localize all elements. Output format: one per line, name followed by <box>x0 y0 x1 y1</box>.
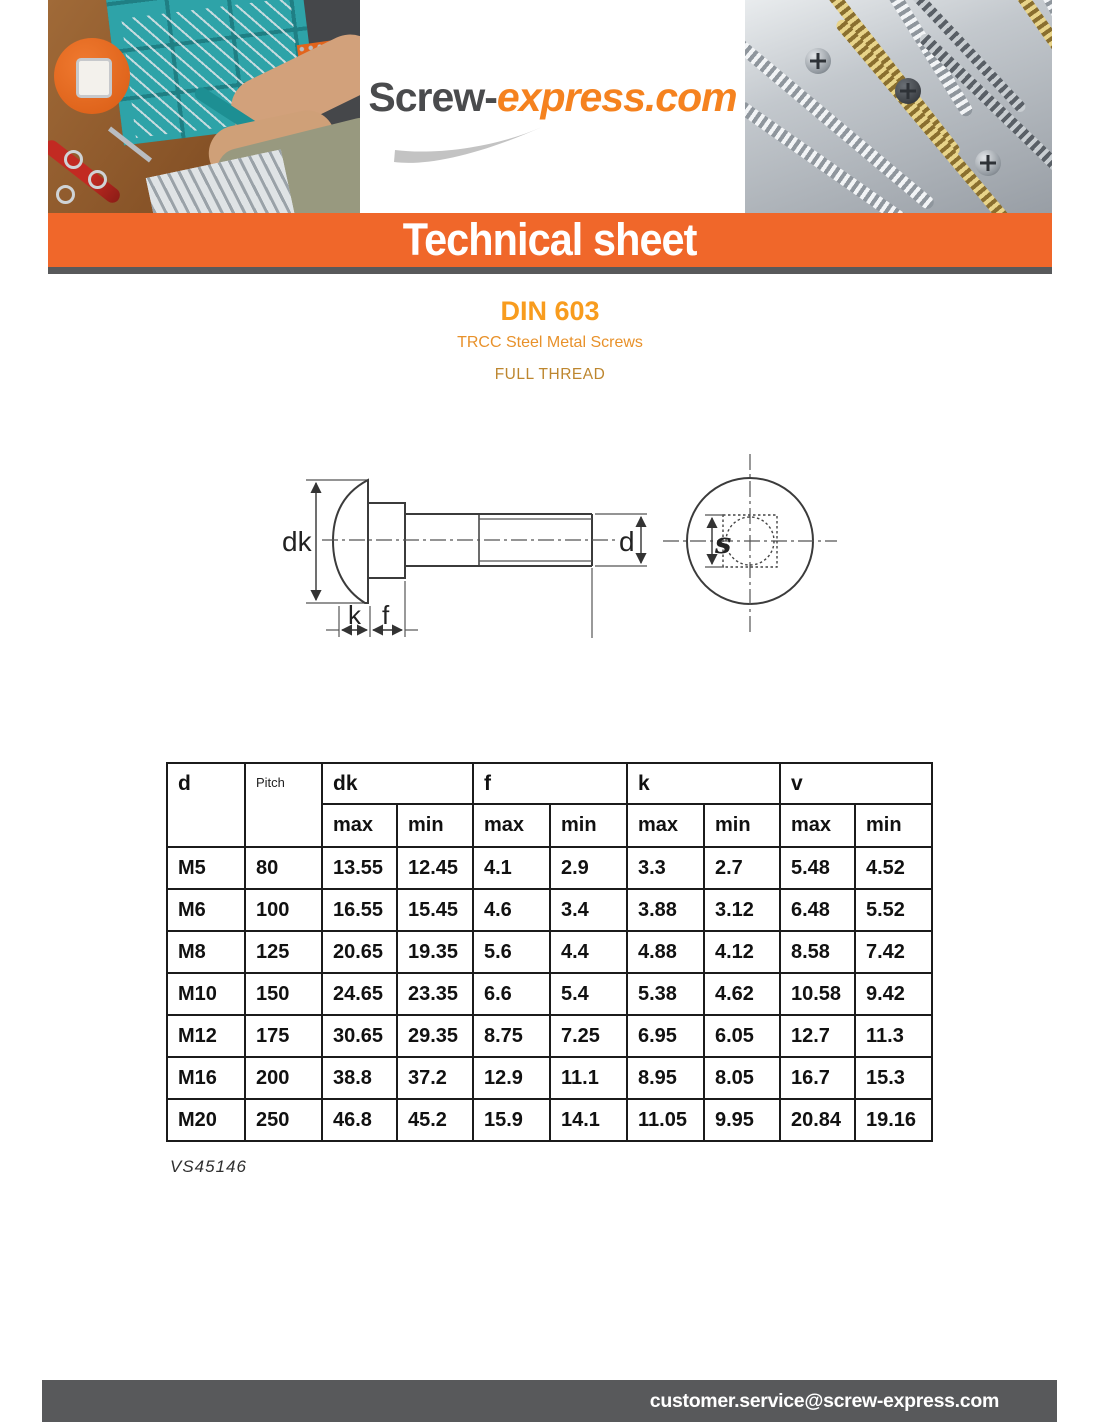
col-header-dk: dk <box>322 763 473 804</box>
table-cell: 16.55 <box>322 889 397 931</box>
dim-label-d: d <box>619 526 635 557</box>
table-cell: 9.42 <box>855 973 932 1015</box>
col-header-v: v <box>780 763 932 804</box>
subheader-min: min <box>704 804 780 847</box>
table-cell: 24.65 <box>322 973 397 1015</box>
banner <box>48 213 1052 267</box>
table-cell: 5.52 <box>855 889 932 931</box>
table-cell: 250 <box>245 1099 322 1141</box>
table-cell: 15.9 <box>473 1099 550 1141</box>
dimensions-table <box>166 762 933 1142</box>
table-cell: 29.35 <box>397 1015 473 1057</box>
table-cell: 11.1 <box>550 1057 627 1099</box>
table-cell: M20 <box>167 1099 245 1141</box>
reference-code: VS45146 <box>170 1157 247 1176</box>
table-cell: 15.45 <box>397 889 473 931</box>
table-cell: 8.75 <box>473 1015 550 1057</box>
footer-email[interactable]: customer.service@screw-express.com <box>649 1389 999 1412</box>
table-cell: 19.16 <box>855 1099 932 1141</box>
table-cell: 12.7 <box>780 1015 855 1057</box>
table-header-row <box>167 763 932 804</box>
table-cell: 14.1 <box>550 1099 627 1141</box>
table-row <box>167 1099 932 1141</box>
subheader-max: max <box>780 804 855 847</box>
standard-title: DIN 603 <box>500 296 600 326</box>
table-cell: 5.38 <box>627 973 704 1015</box>
header-photo-screws <box>745 0 1052 213</box>
product-subtitle: TRCC Steel Metal Screws <box>457 334 643 351</box>
table-cell: 12.9 <box>473 1057 550 1099</box>
table-row <box>167 889 932 931</box>
subheader-max: max <box>322 804 397 847</box>
table-cell: 4.88 <box>627 931 704 973</box>
table-cell: 38.8 <box>322 1057 397 1099</box>
table-cell: 4.52 <box>855 847 932 889</box>
col-header-d: d <box>167 763 245 847</box>
table-cell: M10 <box>167 973 245 1015</box>
logo-swoosh-icon <box>390 122 548 166</box>
technical-drawing <box>272 440 887 660</box>
table-cell: 15.3 <box>855 1057 932 1099</box>
table-cell: 13.55 <box>322 847 397 889</box>
photo-decoration <box>76 58 112 98</box>
col-header-pitch: Pitch <box>245 763 322 847</box>
drawing-top-view <box>663 454 837 636</box>
table-cell: 125 <box>245 931 322 973</box>
dim-label-s: s <box>715 526 732 560</box>
col-header-k: k <box>627 763 780 804</box>
table-cell: 12.45 <box>397 847 473 889</box>
dim-label-dk: dk <box>282 526 312 557</box>
table-row <box>167 847 932 889</box>
table-cell: 6.95 <box>627 1015 704 1057</box>
table-cell: 46.8 <box>322 1099 397 1141</box>
table-cell: 19.35 <box>397 931 473 973</box>
table-cell: 2.7 <box>704 847 780 889</box>
table-row <box>167 931 932 973</box>
table-row <box>167 973 932 1015</box>
table-cell: M16 <box>167 1057 245 1099</box>
logo-suffix: express.com <box>496 74 737 120</box>
table-cell: M6 <box>167 889 245 931</box>
table-cell: 5.4 <box>550 973 627 1015</box>
col-header-f: f <box>473 763 627 804</box>
table-cell: M5 <box>167 847 245 889</box>
screw-head-icon <box>895 78 921 104</box>
subheader-min: min <box>397 804 473 847</box>
table-cell: M8 <box>167 931 245 973</box>
table-cell: 3.4 <box>550 889 627 931</box>
table-row <box>167 1015 932 1057</box>
table-cell: 20.84 <box>780 1099 855 1141</box>
table-cell: 150 <box>245 973 322 1015</box>
table-cell: 45.2 <box>397 1099 473 1141</box>
table-cell: 37.2 <box>397 1057 473 1099</box>
subheader-min: min <box>550 804 627 847</box>
table-cell: 11.05 <box>627 1099 704 1141</box>
table-cell: 6.6 <box>473 973 550 1015</box>
table-cell: M12 <box>167 1015 245 1057</box>
table-cell: 4.6 <box>473 889 550 931</box>
table-cell: 200 <box>245 1057 322 1099</box>
table-cell: 10.58 <box>780 973 855 1015</box>
table-cell: 3.3 <box>627 847 704 889</box>
header-photo-workbench <box>48 0 360 213</box>
subheader-max: max <box>627 804 704 847</box>
table-cell: 30.65 <box>322 1015 397 1057</box>
logo-prefix: Screw- <box>368 74 497 120</box>
table-cell: 4.1 <box>473 847 550 889</box>
photo-decoration <box>88 170 107 189</box>
footer-bar <box>42 1380 1057 1422</box>
drawing-side-view <box>282 480 647 638</box>
dim-label-k: k <box>348 600 361 630</box>
table-cell: 3.12 <box>704 889 780 931</box>
screw-head-icon <box>975 150 1001 176</box>
thread-note: FULL THREAD <box>494 366 606 383</box>
photo-decoration <box>64 150 83 169</box>
screw-head-icon <box>805 48 831 74</box>
table-cell: 7.42 <box>855 931 932 973</box>
table-cell: 20.65 <box>322 931 397 973</box>
table-cell: 9.95 <box>704 1099 780 1141</box>
table-row <box>167 1057 932 1099</box>
table-cell: 100 <box>245 889 322 931</box>
table-cell: 6.48 <box>780 889 855 931</box>
dim-label-f: f <box>382 600 390 630</box>
table-cell: 23.35 <box>397 973 473 1015</box>
table-cell: 4.4 <box>550 931 627 973</box>
table-cell: 6.05 <box>704 1015 780 1057</box>
banner-title: Technical sheet <box>403 214 697 265</box>
photo-decoration <box>56 185 75 204</box>
table-cell: 8.58 <box>780 931 855 973</box>
table-cell: 175 <box>245 1015 322 1057</box>
table-cell: 7.25 <box>550 1015 627 1057</box>
table-cell: 3.88 <box>627 889 704 931</box>
table-cell: 8.95 <box>627 1057 704 1099</box>
banner-divider <box>48 267 1052 274</box>
table-cell: 5.48 <box>780 847 855 889</box>
logo-text <box>360 74 745 121</box>
table-cell: 80 <box>245 847 322 889</box>
table-cell: 5.6 <box>473 931 550 973</box>
table-cell: 8.05 <box>704 1057 780 1099</box>
table-cell: 2.9 <box>550 847 627 889</box>
table-cell: 11.3 <box>855 1015 932 1057</box>
brand-logo <box>360 0 745 213</box>
table-cell: 16.7 <box>780 1057 855 1099</box>
table-cell: 4.62 <box>704 973 780 1015</box>
subheader-max: max <box>473 804 550 847</box>
table-cell: 4.12 <box>704 931 780 973</box>
subheader-min: min <box>855 804 932 847</box>
